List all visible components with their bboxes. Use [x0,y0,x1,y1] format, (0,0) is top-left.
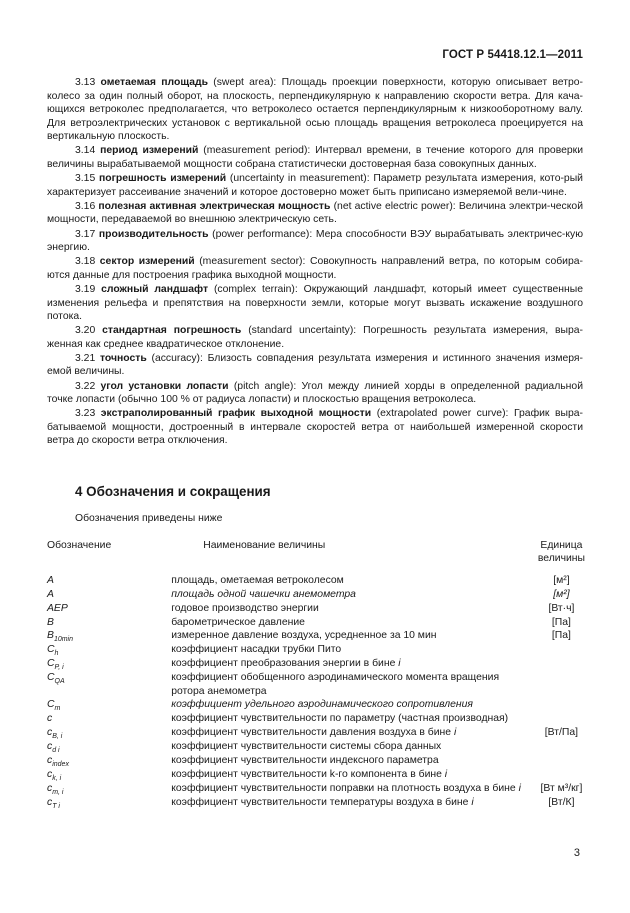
symbol: C [47,672,55,684]
term-number: 3.23 [75,408,96,420]
term-number: 3.22 [75,380,96,392]
term-3-13 [47,76,583,144]
term-name: сложный ландшафт [101,283,209,295]
name-text: коэффициент чувствительности температуры воздуха в бине [171,796,469,808]
section-title: 4 Обозначения и сокращения [75,484,271,499]
term-english: (complex terrain): [213,283,298,295]
term-english: (extrapolated power curve): [376,408,509,420]
name-cell: коэффициент чувствительности по параметру (частная производная) [171,713,509,725]
symbol-cell [47,782,171,796]
term-3-15 [47,172,583,199]
symbol-cell [47,768,171,782]
table-row [47,712,585,726]
symbol: c [47,727,53,739]
name-text: коэффициент чувствительности поправки на плотность воздуха в бине [171,782,516,794]
header-symbol: Обозначение [47,540,112,551]
term-definition: График выра-батываемой мощности, достроенный в интервале скоростей ветра от наибольшей измеренной скорости ветра до скорости ветра отключения. [47,408,583,447]
term-number: 3.14 [75,145,96,157]
symbol: B [47,630,54,642]
table-row [47,588,585,602]
name-cell [171,726,530,740]
term-english: (uncertainty in measurement): [229,173,370,185]
term-english: (pitch angle): [233,380,297,392]
table-row [47,657,585,671]
symbol-cell [47,657,171,671]
table-row [47,574,585,588]
symbol-cell [47,588,171,602]
term-3-20 [47,324,583,351]
symbol-subscript: m, i [52,788,64,796]
unit-cell [530,671,585,698]
header-unit: Единица величины [537,540,586,565]
table-header-row [47,539,585,574]
term-name: угол установки лопасти [100,380,229,392]
term-english: (standard uncertainty): [248,325,357,337]
name-cell: коэффициент обобщенного аэродинамического момента вращения ротора анемометра [171,672,500,697]
term-name: точность [99,352,147,364]
name-text: коэффициент чувствительности k-го компонента в бине [171,769,442,780]
table-row [47,796,585,810]
unit-cell: [Вт/К] [548,796,575,808]
table-row [47,643,585,657]
header-name: Наименование величины [203,540,326,551]
unit-cell: [Вт м³/кг] [540,782,583,794]
document-header: ГОСТ Р 54418.12.1—2011 [442,49,583,61]
table-row [47,740,585,754]
symbol: c [47,741,53,753]
name-cell: барометрическое давление [171,616,305,628]
name-cell: измеренное давление воздуха, усредненное за 10 мин [171,630,437,642]
table-row [47,782,585,796]
table-row [47,726,585,740]
unit-cell [530,712,585,726]
term-definition: Параметр результата измерения, кото-рый характеризует рассеивание значений и которое достоверно может быть приписано измеряемой вели-чине. [47,173,583,198]
term-definition: Угол между линией хорды в определенной радиальной точке лопасти (обычно 100 % от радиуса лопасти) и плоскостью вращения ветроколеса. [47,380,583,406]
term-definition: Погрешность результата измерения, выра-женная как среднее квадратическое отклонение. [47,325,584,350]
symbol-subscript: QA [54,678,65,686]
table-row [47,698,585,712]
symbol-cell [47,712,171,726]
term-number: 3.17 [75,228,96,240]
unit-cell: [Вт·ч] [548,602,575,614]
name-cell: площадь одной чашечки анемометра [171,588,356,600]
unit-cell [530,740,585,754]
symbol-cell [47,574,171,588]
name-cell: годовое производство энергии [171,602,319,614]
unit-cell [530,643,585,657]
symbol-subscript: index [52,761,69,769]
term-number: 3.18 [75,256,96,268]
term-definition: Величина электри-ческой мощности, передаваемой во внешнюю электрическую сеть. [47,200,584,226]
term-3-21 [47,352,583,379]
unit-cell [530,657,585,671]
name-text: коэффициент чувствительности давления воздуха в бине [171,727,452,739]
symbol-subscript: P, i [54,664,64,672]
symbol-subscript: T i [52,802,60,810]
symbol-cell [47,754,171,768]
symbol: C [47,658,55,670]
terms-list [47,76,583,448]
term-definition: Мера способности ВЭУ вырабатывать электричес-кую энергию. [47,228,584,254]
unit-cell [530,768,585,782]
term-3-23 [47,407,583,448]
table-row [47,602,585,616]
term-number: 3.21 [75,352,96,364]
name-cell: коэффициент чувствительности системы сбора данных [171,741,442,753]
section-intro: Обозначения приведены ниже [75,513,223,524]
symbol-cell [47,698,171,712]
term-3-22 [47,380,583,407]
term-name: период измерений [100,145,199,157]
symbol-cell [47,629,171,643]
term-definition: Интервал времени, в течение которого для проверки величины вырабатываемой мощности собрана статистически достоверная база совокупных данных. [47,145,584,171]
term-3-19 [47,283,583,324]
name-cell: площадь, ометаемая ветроколесом [171,574,344,586]
name-cell [171,768,530,782]
term-name: производительность [98,228,209,240]
symbol-cell [47,671,171,698]
name-variable: i [453,727,457,739]
symbol: c [47,796,53,808]
name-cell: коэффициент чувствительности индексного параметра [171,755,439,767]
term-name: сектор измерений [99,256,195,268]
symbol: c [47,782,53,794]
term-3-14 [47,144,583,171]
symbol-cell [47,740,171,754]
unit-cell: [Па] [551,616,571,628]
name-variable: i [471,796,474,808]
unit-cell: [Вт/Па] [544,727,579,739]
name-variable: i [398,658,401,670]
symbol: C [47,644,55,656]
symbols-table [47,539,585,810]
table-row [47,671,585,698]
term-name: стандартная погрешность [102,325,242,337]
term-definition: Окружающий ландшафт, который имеет существенные изменения рельефа и препятствия на поверхности земли, которые могут вызвать искажение воздушного потока. [47,283,584,323]
term-name: полезная активная электрическая мощность [98,200,331,212]
term-3-18 [47,255,583,282]
term-english: (measurement sector): [199,256,306,268]
unit-cell: [Па] [551,630,571,642]
term-english: (net active electric power): [333,200,456,212]
term-3-17 [47,228,583,255]
symbol: A [47,588,54,600]
symbol-subscript: d i [52,747,60,755]
term-name: ометаемая площадь [100,77,208,88]
name-cell [171,782,530,796]
name-text: коэффициент преобразования энергии в бине [171,658,396,670]
unit-cell [530,698,585,712]
symbol: A [47,574,54,586]
term-3-16 [47,200,583,227]
name-cell: коэффициент удельного аэродинамического сопротивления [171,699,473,711]
table-row [47,754,585,768]
symbol-cell [47,616,171,630]
symbol: c [47,713,53,725]
name-cell: коэффициент насадки трубки Пито [171,644,342,656]
symbol-cell [47,726,171,740]
symbol-cell [47,796,171,810]
term-name: экстраполированный график выходной мощности [100,408,372,420]
name-variable: i [444,769,448,780]
name-cell [171,796,530,810]
term-number: 3.16 [75,200,96,212]
name-cell [171,657,530,671]
term-english: (measurement period): [203,145,311,157]
table-row [47,629,585,643]
symbol: B [47,616,54,628]
symbol-cell [47,602,171,616]
term-number: 3.19 [75,283,96,295]
term-english: (accuracy): [151,352,203,364]
term-english: (power performance): [212,228,313,240]
term-number: 3.13 [75,77,96,88]
term-english: (swept area): [213,77,277,88]
page-number: 3 [573,847,580,859]
table-row [47,768,585,782]
symbol-subscript: k, i [52,775,62,783]
name-variable: i [518,782,521,794]
symbol: c [47,769,53,780]
symbol: c [47,755,53,767]
unit-cell: [м²] [553,574,570,586]
symbol-subscript: h [54,650,59,658]
unit-cell [530,754,585,768]
unit-cell: [м²] [553,588,570,600]
symbol-cell [47,643,171,657]
term-number: 3.15 [75,173,96,185]
term-name: погрешность измерений [98,173,227,185]
term-definition: Близость совпадения результата измерения и истинного значения измеря-емой величины. [47,352,584,378]
symbol: C [47,699,55,711]
term-definition: Совокупность направлений ветра, по которым собира-ются данные для построения графика выходной мощности. [47,256,583,281]
symbol-subscript: т [54,705,61,713]
term-number: 3.20 [75,325,96,337]
symbol-subscript: 10min [53,636,74,644]
table-row [47,616,585,630]
symbol-subscript: B, i [52,733,63,741]
term-definition: Площадь проекции поверхности, которую описывает ветро-колесо за один полный оборот, на плоскость, перпендикулярную к направлению скорости ветра. Для кача-ющихся ветроколес предполагается, что ветроколесо остается перпендикулярным к низкооборотному валу. Для ветроэлектрических установок с вертикальной осью площадь вращения ветроколеса проецируется на вертикальную плоскость. [47,77,584,143]
symbol: AEP [47,602,68,614]
